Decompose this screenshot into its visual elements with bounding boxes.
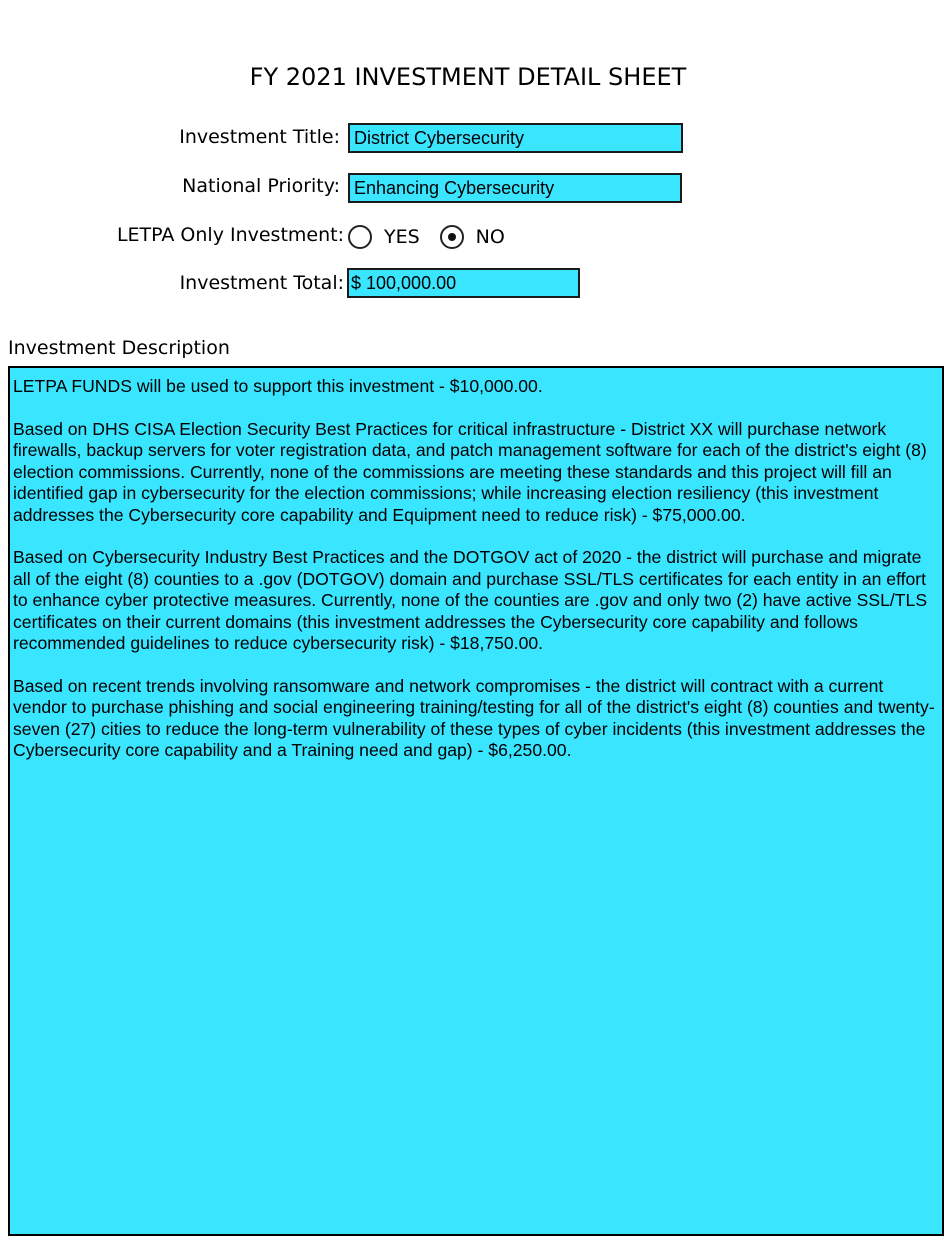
investment-description-textarea[interactable] <box>8 366 944 1236</box>
page-title: FY 2021 INVESTMENT DETAIL SHEET <box>249 63 687 91</box>
letpa-only-label: LETPA Only Investment: <box>116 224 344 246</box>
investment-total-label: Investment Total: <box>179 272 344 294</box>
description-paragraph: Based on recent trends involving ransomware and network compromises - the district will contract with a current vendor to purchase phishing and social engineering training/testing for all of the district's eight (8) counties and twenty-seven (27) cities to reduce the long-term vulnerability of these types of cyber incidents (this investment addresses the Cybersecurity core capability and a Training need and gap) - $6,250.00. <box>13 675 935 760</box>
letpa-no-label: NO <box>475 226 505 248</box>
investment-title-field[interactable]: District Cybersecurity <box>348 123 683 153</box>
letpa-yes-radio[interactable] <box>348 225 372 249</box>
description-paragraph: LETPA FUNDS will be used to support this investment - $10,000.00. <box>13 376 543 396</box>
letpa-yes-label: YES <box>384 226 420 248</box>
investment-description-heading: Investment Description <box>8 337 230 359</box>
description-paragraph: Based on Cybersecurity Industry Best Practices and the DOTGOV act of 2020 - the district will purchase and migrate all of the eight (8) counties to a .gov (DOTGOV) domain and purchase SSL/TLS certificates for each entity in an effort to enhance cyber protective measures. Currently, none of the counties are .gov and only two (2) have active SSL/TLS certificates on their current domains (this investment addresses the Cybersecurity core capability and follows recommended guidelines to reduce cybersecurity risk) - $18,750.00. <box>13 547 928 653</box>
letpa-radio-group <box>348 222 525 252</box>
description-paragraph: Based on DHS CISA Election Security Best Practices for critical infrastructure - District XX will purchase network firewalls, backup servers for voter registration data, and patch management software for each of the district's eight (8) election commissions. Currently, none of the commissions are meeting these standards and this project will fill an identified gap in cybersecurity for the election commissions; while increasing election resiliency (this investment addresses the Cybersecurity core capability and Equipment need to reduce risk) - $75,000.00. <box>13 418 927 525</box>
letpa-no-radio[interactable] <box>440 225 464 249</box>
investment-title-label: Investment Title: <box>179 126 340 148</box>
national-priority-label: National Priority: <box>182 175 340 197</box>
investment-total-field[interactable]: $ 100,000.00 <box>347 268 580 298</box>
national-priority-field[interactable]: Enhancing Cybersecurity <box>348 173 682 203</box>
